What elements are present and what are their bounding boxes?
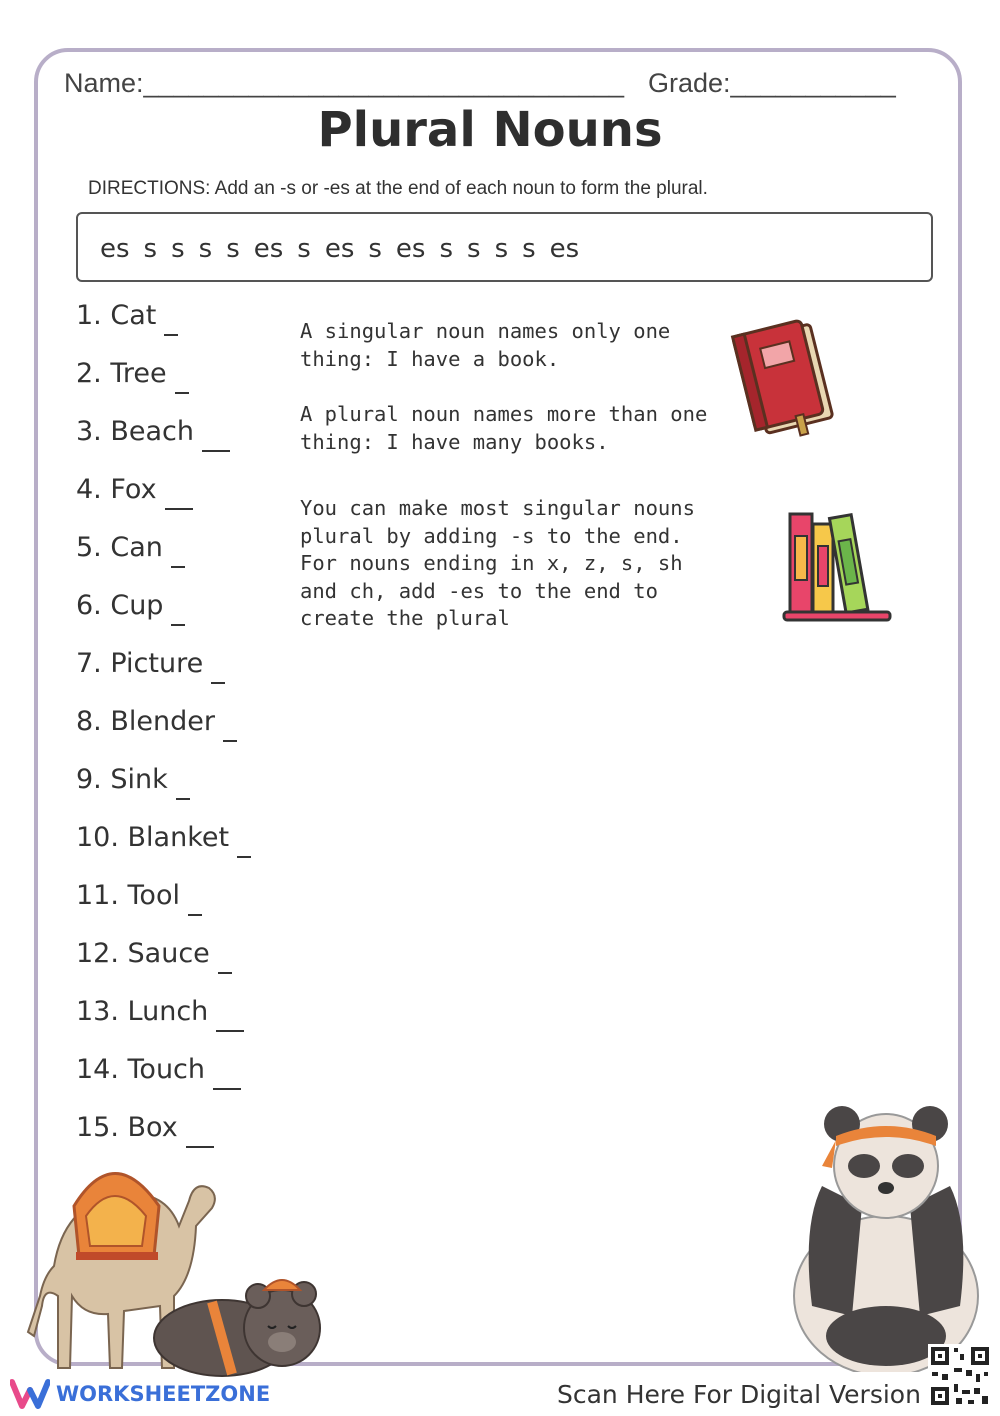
noun-label: 7. Picture xyxy=(76,648,204,679)
answer-blank[interactable] xyxy=(213,1062,241,1090)
noun-label: 12. Sauce xyxy=(76,938,210,969)
noun-item xyxy=(76,532,251,590)
word-bank-item: es xyxy=(549,234,580,264)
noun-list xyxy=(76,300,251,1170)
noun-label: 6. Cup xyxy=(76,590,164,621)
noun-label: 4. Fox xyxy=(76,474,157,505)
plural-definition: A plural noun names more than one thing: I have many books. xyxy=(300,402,708,454)
qr-code-icon[interactable] xyxy=(928,1344,992,1408)
noun-item xyxy=(76,358,251,416)
answer-blank[interactable] xyxy=(223,714,237,742)
noun-label: 5. Can xyxy=(76,532,163,563)
word-bank-item: s xyxy=(467,234,481,264)
noun-label: 1. Cat xyxy=(76,300,157,331)
noun-label: 10. Blanket xyxy=(76,822,230,853)
word-bank-item: s xyxy=(171,234,185,264)
noun-item xyxy=(76,648,251,706)
answer-blank[interactable] xyxy=(211,656,225,684)
noun-item xyxy=(76,996,251,1054)
books-shelf-icon xyxy=(780,506,894,624)
name-field[interactable]: Name:________________________________ xyxy=(64,68,625,98)
word-bank xyxy=(76,212,933,282)
answer-blank[interactable] xyxy=(164,308,178,336)
word-bank-item: s xyxy=(226,234,240,264)
logo-icon xyxy=(10,1378,50,1410)
noun-item xyxy=(76,1054,251,1112)
noun-item xyxy=(76,880,251,938)
scan-digital-version-text: Scan Here For Digital Version xyxy=(557,1380,921,1409)
noun-item xyxy=(76,764,251,822)
answer-blank[interactable] xyxy=(165,482,193,510)
answer-blank[interactable] xyxy=(188,888,202,916)
noun-item xyxy=(76,706,251,764)
word-bank-item: es xyxy=(100,234,130,264)
noun-label: 14. Touch xyxy=(76,1054,206,1085)
noun-label: 8. Blender xyxy=(76,706,215,737)
noun-label: 11. Tool xyxy=(76,880,180,911)
answer-blank[interactable] xyxy=(216,1004,244,1032)
logo-text: WORKSHEETZONE xyxy=(56,1382,271,1406)
noun-label: 3. Beach xyxy=(76,416,194,447)
plural-rule: You can make most singular nouns plural by adding -s to the end. For nouns ending in x, z, s, sh and ch, add -es to the end to create the plural xyxy=(300,496,695,630)
noun-label: 2. Tree xyxy=(76,358,167,389)
noun-item xyxy=(76,590,251,648)
book-icon xyxy=(728,314,838,442)
word-bank-item: s xyxy=(143,234,158,264)
answer-blank[interactable] xyxy=(186,1120,214,1148)
grade-field[interactable]: Grade:___________ xyxy=(648,68,896,98)
answer-blank[interactable] xyxy=(171,540,185,568)
noun-item xyxy=(76,474,251,532)
worksheetzone-logo[interactable] xyxy=(10,1378,270,1410)
noun-item xyxy=(76,416,251,474)
panda-icon xyxy=(792,1106,980,1372)
word-bank-item: s xyxy=(522,234,536,264)
answer-blank[interactable] xyxy=(171,598,185,626)
answer-blank[interactable] xyxy=(175,366,189,394)
word-bank-item: s xyxy=(439,234,454,264)
bear-icon xyxy=(152,1266,332,1378)
noun-item xyxy=(76,938,251,996)
word-bank-item: s xyxy=(198,234,213,264)
noun-label: 13. Lunch xyxy=(76,996,209,1027)
noun-item xyxy=(76,300,251,358)
word-bank-item: s xyxy=(297,234,311,264)
page-title: Plural Nouns xyxy=(317,102,663,158)
word-bank-item: es xyxy=(324,234,355,264)
word-bank-item: es xyxy=(253,234,284,264)
singular-definition: A singular noun names only one thing: I have a book. xyxy=(300,319,671,371)
word-bank-item: s xyxy=(494,234,509,264)
answer-blank[interactable] xyxy=(237,830,251,858)
directions-text: DIRECTIONS: Add an -s or -es at the end of each noun to form the plural. xyxy=(88,178,708,199)
word-bank-item: s xyxy=(368,234,382,264)
noun-label: 15. Box xyxy=(76,1112,178,1143)
answer-blank[interactable] xyxy=(202,424,230,452)
word-bank-item: es xyxy=(395,234,426,264)
answer-blank[interactable] xyxy=(176,772,190,800)
noun-label: 9. Sink xyxy=(76,764,168,795)
noun-item xyxy=(76,822,251,880)
answer-blank[interactable] xyxy=(218,946,232,974)
